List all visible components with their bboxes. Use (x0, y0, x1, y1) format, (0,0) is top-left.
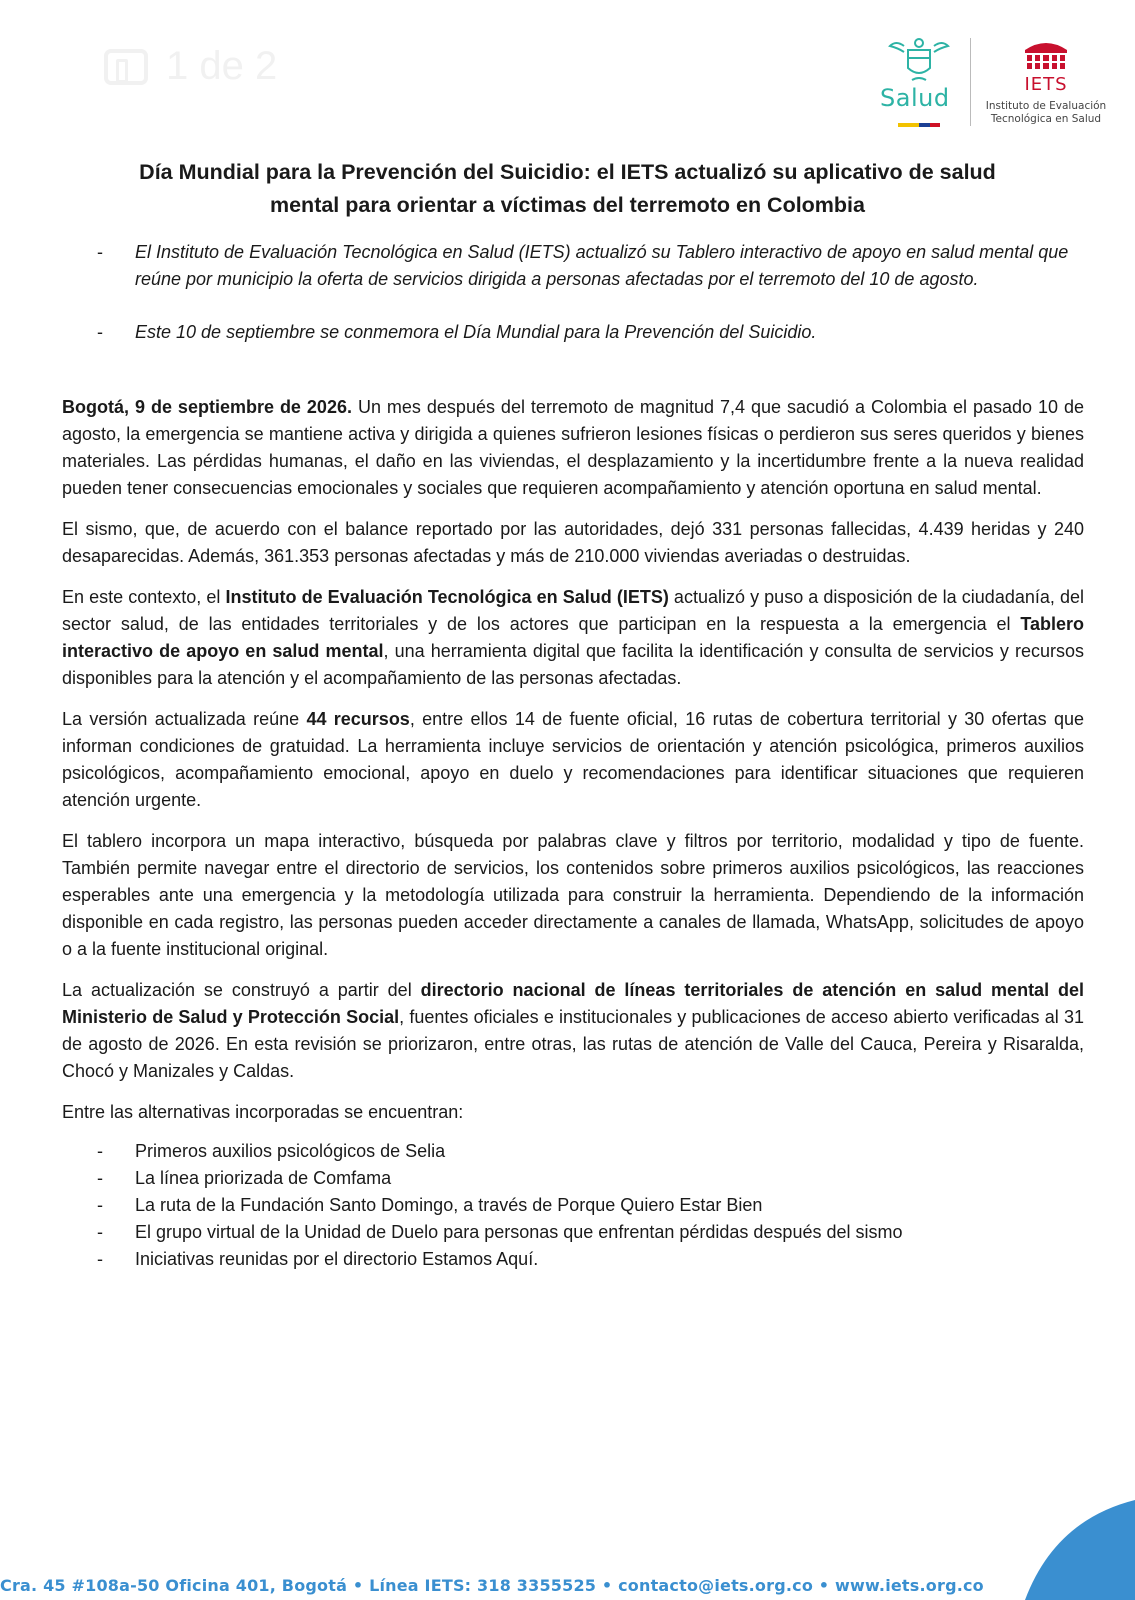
salud-wordmark: Salud (880, 84, 950, 112)
paragraph-text: La versión actualizada reúne (62, 709, 307, 729)
dateline: Bogotá, 9 de septiembre de 2026. (62, 397, 352, 417)
highlight-item (62, 239, 1078, 293)
alternative-item (62, 1192, 1084, 1219)
footer-email[interactable]: contacto@iets.org.co (618, 1576, 814, 1595)
directorio-bold: directorio nacional de líneas territoriales de atención en salud mental del Ministerio de Salud y Protección Social (62, 980, 1084, 1027)
iets-wordmark: IETS (1024, 74, 1068, 95)
iets-name-line1: Instituto de Evaluación (985, 100, 1107, 112)
paragraph-alternatives-intro: Entre las alternativas incorporadas se encuentran: (62, 1102, 464, 1122)
highlight-text: Este 10 de septiembre se conmemora el Día Mundial para la Prevención del Suicidio. (135, 322, 817, 342)
footer-phone: Línea IETS: 318 3355525 (369, 1576, 597, 1595)
bullet-dash: - (97, 1249, 103, 1269)
footer-separator: • (813, 1576, 835, 1595)
iets-name-bold: Instituto de Evaluación Tecnológica en Salud (IETS) (225, 587, 669, 607)
alternative-item (62, 1246, 1084, 1273)
footer-wave-decoration (1025, 1500, 1135, 1600)
page-icon (104, 49, 148, 85)
bullet-dash: - (97, 1222, 103, 1242)
bullet-dash: - (97, 1141, 103, 1161)
alternative-text: La ruta de la Fundación Santo Domingo, a través de Porque Quiero Estar Bien (135, 1195, 763, 1215)
alternative-text: El grupo virtual de la Unidad de Duelo para personas que enfrentan pérdidas después del sismo (135, 1222, 903, 1242)
document-title (62, 156, 1073, 222)
paragraph-text: , fuentes oficiales e institucionales y publicaciones de acceso abierto verificadas al 31 de agosto de 2026. En esta revisión se priorizaron, entre otras, las rutas de atención de Valle del Cauca, Pereira y Risaralda, Chocó y Manizales y Caldas. (62, 1007, 1084, 1081)
paragraph-text: , entre ellos 14 de fuente oficial, 16 rutas de cobertura territorial y 30 ofertas que informan condiciones de gratuidad. La herramienta incluye servicios de orientación y atención psicológica, primeros auxilios psicológicos, acompañamiento emocional, apoyo en duelo y recomendaciones para identificar situaciones que requieren atención urgente. (62, 709, 1084, 810)
title-line-2: mental para orientar a víctimas del terremoto en Colombia (269, 193, 865, 217)
paragraph-intro (62, 394, 1084, 502)
paragraph-sources (62, 977, 1084, 1085)
tablero-name-bold: Tablero interactivo de apoyo en salud mental (62, 614, 1084, 661)
highlight-text: El Instituto de Evaluación Tecnológica en Salud (IETS) actualizó su Tablero interactivo de apoyo en salud mental que reúne por municipio la oferta de servicios dirigida a personas afectadas por el terremoto del 10 de agosto. (135, 242, 1069, 289)
page-indicator (104, 44, 277, 89)
footer-address: Cra. 45 #108a-50 Oficina 401, Bogotá (0, 1576, 348, 1595)
paragraph-text: Un mes después del terremoto de magnitud 7,4 que sacudió a Colombia el pasado 10 de agosto, la emergencia se mantiene activa y dirigida a quienes sufrieron lesiones físicas o perdieron sus seres queridos y bienes materiales. Las pérdidas humanas, el daño en las viviendas, el desplazamiento y la incertidumbre frente a la nueva realidad pueden tener consecuencias emocionales y sociales que requieren acompañamiento y atención oportuna en salud mental. (62, 397, 1084, 498)
footer-contact (0, 1576, 984, 1595)
paragraph-text: La actualización se construyó a partir del (62, 980, 421, 1000)
bullet-dash: - (97, 322, 103, 342)
paragraph-features: El tablero incorpora un mapa interactivo, búsqueda por palabras clave y filtros por territorio, modalidad y tipo de fuente. También permite navegar entre el directorio de servicios, los contenidos sobre primeros auxilios psicológicos, las reacciones esperables ante una emergencia y la metodología utilizada para construir la herramienta. Dependiendo de la información disponible en cada registro, las personas pueden acceder directamente a canales de llamada, WhatsApp, solicitudes de apoyo o a la fuente institucional original. (62, 831, 1084, 959)
paragraph-text: , una herramienta digital que facilita la identificación y consulta de servicios y recursos disponibles para la atención y el acompañamiento de las personas afectadas. (62, 641, 1084, 688)
footer-website[interactable]: www.iets.org.co (835, 1576, 984, 1595)
paragraph-context (62, 584, 1084, 692)
alternative-item (62, 1165, 1084, 1192)
alternative-item (62, 1219, 1084, 1246)
alternative-text: La línea priorizada de Comfama (135, 1168, 392, 1188)
paragraph-casualties: El sismo, que, de acuerdo con el balance reportado por las autoridades, dejó 331 personas fallecidas, 4.439 heridas y 240 desaparecidas. Además, 361.353 personas afectadas y más de 210.000 viviendas averiadas o destruidas. (62, 519, 1084, 566)
paragraph-text: En este contexto, el (62, 587, 226, 607)
footer-separator: • (347, 1576, 370, 1595)
document-body (62, 394, 1084, 1273)
paragraph-text: actualizó y puso a disposición de la ciudadanía, del sector salud, de las entidades territoriales y de los actores que participan en la respuesta a la emergencia el (62, 587, 1084, 634)
highlights-list (62, 239, 1078, 346)
colombia-flag-stripe (898, 123, 940, 127)
iets-full-name (976, 100, 1116, 126)
highlight-item (62, 319, 1078, 346)
iets-name-line2: Tecnológica en Salud (990, 113, 1102, 125)
alternative-item (62, 1138, 1084, 1165)
salud-logo (876, 36, 962, 132)
paragraph-resources (62, 706, 1084, 814)
building-icon (1021, 36, 1071, 70)
coat-of-arms-icon (876, 36, 962, 86)
alternatives-list (62, 1138, 1084, 1273)
bullet-dash: - (97, 1195, 103, 1215)
bullet-dash: - (97, 1168, 103, 1188)
resources-count-bold: 44 recursos (306, 709, 410, 729)
header-logos (876, 36, 1116, 132)
title-line-1: Día Mundial para la Prevención del Suicidio: el IETS actualizó su aplicativo de salud (139, 160, 996, 184)
alternative-text: Primeros auxilios psicológicos de Selia (135, 1141, 446, 1161)
iets-logo (976, 36, 1116, 132)
bullet-dash: - (97, 242, 103, 262)
alternative-text: Iniciativas reunidas por el directorio Estamos Aquí. (135, 1249, 539, 1269)
logo-divider (970, 38, 971, 126)
footer-separator: • (596, 1576, 619, 1595)
page-indicator-text: 1 de 2 (166, 44, 278, 88)
